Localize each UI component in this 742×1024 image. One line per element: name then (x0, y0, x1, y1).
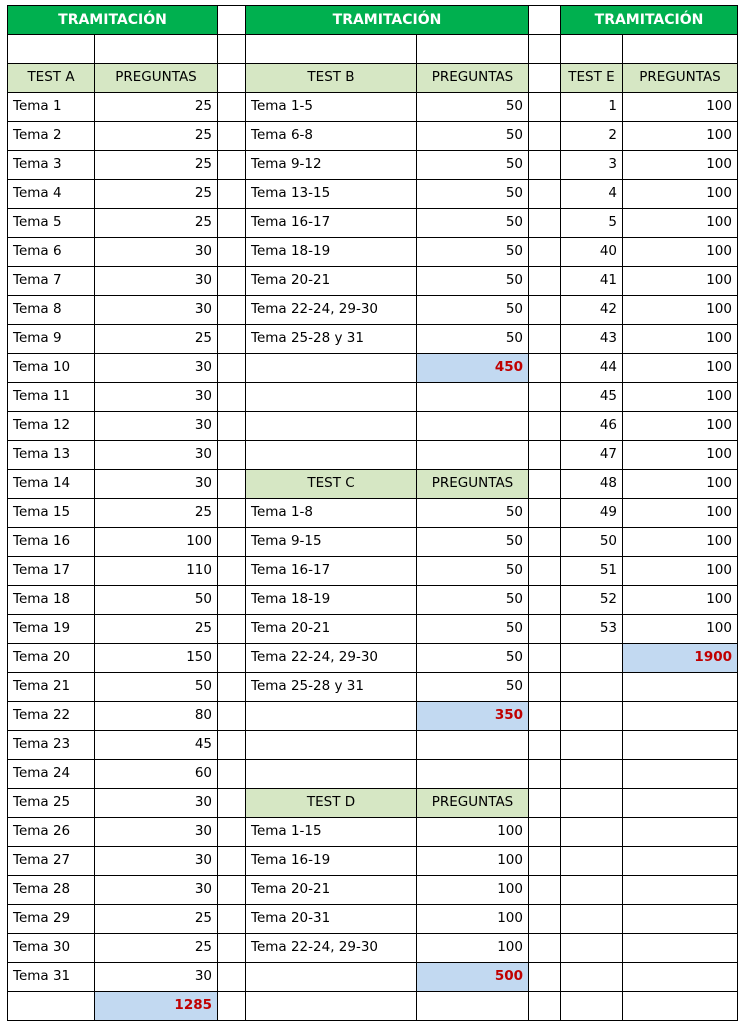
test-e-row-name[interactable]: 51 (560, 556, 623, 586)
empty-cell[interactable] (217, 585, 246, 615)
test-c-total[interactable]: 350 (416, 701, 529, 731)
test-d-row-value[interactable]: 100 (416, 875, 529, 905)
empty-cell[interactable] (528, 556, 561, 586)
empty-cell[interactable] (528, 5, 561, 35)
test-e-header-preguntas[interactable]: PREGUNTAS (622, 63, 738, 93)
test-c-row-value[interactable]: 50 (416, 556, 529, 586)
empty-cell[interactable] (560, 759, 623, 789)
test-b-header-name[interactable]: TEST B (245, 63, 417, 93)
empty-cell[interactable] (217, 208, 246, 238)
test-b-row-name[interactable]: Tema 6-8 (245, 121, 417, 151)
test-a-row-value[interactable]: 100 (94, 527, 218, 557)
test-b-row-value[interactable]: 50 (416, 208, 529, 238)
test-b-row-value[interactable]: 50 (416, 179, 529, 209)
test-a-row-value[interactable]: 110 (94, 556, 218, 586)
empty-cell[interactable] (245, 382, 417, 412)
test-c-row-name[interactable]: Tema 9-15 (245, 527, 417, 557)
test-d-row-name[interactable]: Tema 20-21 (245, 875, 417, 905)
test-a-total[interactable]: 1285 (94, 991, 218, 1021)
test-c-row-value[interactable]: 50 (416, 672, 529, 702)
test-a-row-value[interactable]: 30 (94, 962, 218, 992)
test-b-total[interactable]: 450 (416, 353, 529, 383)
test-e-row-value[interactable]: 100 (622, 498, 738, 528)
empty-cell[interactable] (217, 411, 246, 441)
test-d-row-name[interactable]: Tema 1-15 (245, 817, 417, 847)
test-b-row-value[interactable]: 50 (416, 295, 529, 325)
empty-cell[interactable] (528, 324, 561, 354)
empty-cell[interactable] (622, 701, 738, 731)
test-a-row-value[interactable]: 50 (94, 585, 218, 615)
empty-cell[interactable] (528, 991, 561, 1021)
test-e-row-value[interactable]: 100 (622, 556, 738, 586)
empty-cell[interactable] (528, 266, 561, 296)
test-b-row-name[interactable]: Tema 13-15 (245, 179, 417, 209)
test-b-row-value[interactable]: 50 (416, 266, 529, 296)
test-a-row-name[interactable]: Tema 12 (7, 411, 95, 441)
test-e-row-name[interactable]: 50 (560, 527, 623, 557)
test-e-row-value[interactable]: 100 (622, 353, 738, 383)
empty-cell[interactable] (245, 440, 417, 470)
empty-cell[interactable] (560, 904, 623, 934)
test-a-header-preguntas[interactable]: PREGUNTAS (94, 63, 218, 93)
empty-cell[interactable] (245, 701, 417, 731)
test-a-row-value[interactable]: 25 (94, 208, 218, 238)
test-a-row-name[interactable]: Tema 15 (7, 498, 95, 528)
empty-cell[interactable] (245, 759, 417, 789)
empty-cell[interactable] (622, 846, 738, 876)
test-a-row-name[interactable]: Tema 29 (7, 904, 95, 934)
test-a-row-value[interactable]: 25 (94, 904, 218, 934)
empty-cell[interactable] (560, 643, 623, 673)
empty-cell[interactable] (528, 904, 561, 934)
empty-cell[interactable] (528, 179, 561, 209)
empty-cell[interactable] (528, 933, 561, 963)
test-a-row-name[interactable]: Tema 6 (7, 237, 95, 267)
test-e-row-name[interactable]: 1 (560, 92, 623, 122)
empty-cell[interactable] (622, 875, 738, 905)
empty-cell[interactable] (622, 730, 738, 760)
test-e-row-value[interactable]: 100 (622, 150, 738, 180)
empty-cell[interactable] (217, 672, 246, 702)
test-a-row-name[interactable]: Tema 31 (7, 962, 95, 992)
test-e-row-name[interactable]: 52 (560, 585, 623, 615)
test-a-row-name[interactable]: Tema 11 (7, 382, 95, 412)
empty-cell[interactable] (528, 962, 561, 992)
empty-cell[interactable] (528, 440, 561, 470)
empty-cell[interactable] (245, 353, 417, 383)
test-c-header-preguntas[interactable]: PREGUNTAS (416, 469, 529, 499)
empty-cell[interactable] (245, 962, 417, 992)
empty-cell[interactable] (416, 730, 529, 760)
test-e-row-name[interactable]: 48 (560, 469, 623, 499)
test-b-row-value[interactable]: 50 (416, 92, 529, 122)
test-e-row-value[interactable]: 100 (622, 469, 738, 499)
test-e-header-name[interactable]: TEST E (560, 63, 623, 93)
test-d-header-preguntas[interactable]: PREGUNTAS (416, 788, 529, 818)
test-e-row-name[interactable]: 53 (560, 614, 623, 644)
test-c-row-name[interactable]: Tema 16-17 (245, 556, 417, 586)
test-e-row-value[interactable]: 100 (622, 382, 738, 412)
empty-cell[interactable] (528, 92, 561, 122)
empty-cell[interactable] (560, 34, 623, 64)
empty-cell[interactable] (217, 353, 246, 383)
test-a-row-value[interactable]: 30 (94, 382, 218, 412)
empty-cell[interactable] (528, 759, 561, 789)
test-c-row-name[interactable]: Tema 18-19 (245, 585, 417, 615)
test-e-row-name[interactable]: 40 (560, 237, 623, 267)
test-c-row-name[interactable]: Tema 25-28 y 31 (245, 672, 417, 702)
test-a-row-value[interactable]: 60 (94, 759, 218, 789)
empty-cell[interactable] (560, 875, 623, 905)
test-a-row-value[interactable]: 30 (94, 788, 218, 818)
test-e-row-name[interactable]: 47 (560, 440, 623, 470)
empty-cell[interactable] (217, 92, 246, 122)
empty-cell[interactable] (217, 5, 246, 35)
test-a-row-value[interactable]: 30 (94, 440, 218, 470)
test-a-row-name[interactable]: Tema 25 (7, 788, 95, 818)
empty-cell[interactable] (217, 382, 246, 412)
test-e-row-name[interactable]: 4 (560, 179, 623, 209)
test-e-row-value[interactable]: 100 (622, 237, 738, 267)
test-e-row-name[interactable]: 3 (560, 150, 623, 180)
empty-cell[interactable] (528, 237, 561, 267)
test-a-row-value[interactable]: 30 (94, 469, 218, 499)
empty-cell[interactable] (217, 266, 246, 296)
empty-cell[interactable] (528, 730, 561, 760)
test-c-row-name[interactable]: Tema 22-24, 29-30 (245, 643, 417, 673)
empty-cell[interactable] (622, 933, 738, 963)
empty-cell[interactable] (217, 237, 246, 267)
test-b-header-preguntas[interactable]: PREGUNTAS (416, 63, 529, 93)
empty-cell[interactable] (560, 933, 623, 963)
test-a-row-name[interactable]: Tema 16 (7, 527, 95, 557)
test-b-row-name[interactable]: Tema 16-17 (245, 208, 417, 238)
empty-cell[interactable] (416, 991, 529, 1021)
empty-cell[interactable] (528, 208, 561, 238)
test-d-row-value[interactable]: 100 (416, 846, 529, 876)
empty-cell[interactable] (416, 382, 529, 412)
empty-cell[interactable] (416, 759, 529, 789)
test-a-row-value[interactable]: 45 (94, 730, 218, 760)
empty-cell[interactable] (528, 672, 561, 702)
empty-cell[interactable] (245, 34, 417, 64)
empty-cell[interactable] (528, 34, 561, 64)
empty-cell[interactable] (217, 469, 246, 499)
test-b-row-value[interactable]: 50 (416, 150, 529, 180)
empty-cell[interactable] (245, 991, 417, 1021)
test-a-row-name[interactable]: Tema 24 (7, 759, 95, 789)
empty-cell[interactable] (560, 991, 623, 1021)
test-d-row-value[interactable]: 100 (416, 817, 529, 847)
empty-cell[interactable] (217, 295, 246, 325)
test-a-row-value[interactable]: 25 (94, 121, 218, 151)
test-e-row-name[interactable]: 44 (560, 353, 623, 383)
test-a-row-value[interactable]: 30 (94, 266, 218, 296)
test-b-row-value[interactable]: 50 (416, 324, 529, 354)
empty-cell[interactable] (217, 904, 246, 934)
test-e-row-value[interactable]: 100 (622, 266, 738, 296)
test-e-row-name[interactable]: 46 (560, 411, 623, 441)
test-c-row-value[interactable]: 50 (416, 585, 529, 615)
empty-cell[interactable] (622, 962, 738, 992)
empty-cell[interactable] (528, 150, 561, 180)
empty-cell[interactable] (94, 34, 218, 64)
empty-cell[interactable] (217, 933, 246, 963)
test-a-row-name[interactable]: Tema 5 (7, 208, 95, 238)
test-e-row-value[interactable]: 100 (622, 324, 738, 354)
test-b-row-name[interactable]: Tema 9-12 (245, 150, 417, 180)
empty-cell[interactable] (622, 991, 738, 1021)
empty-cell[interactable] (217, 63, 246, 93)
empty-cell[interactable] (528, 817, 561, 847)
test-a-row-name[interactable]: Tema 20 (7, 643, 95, 673)
empty-cell[interactable] (217, 962, 246, 992)
test-c-row-value[interactable]: 50 (416, 643, 529, 673)
test-d-row-name[interactable]: Tema 16-19 (245, 846, 417, 876)
empty-cell[interactable] (528, 643, 561, 673)
section-title-test-e[interactable]: TRAMITACIÓN (560, 5, 738, 35)
test-e-row-name[interactable]: 41 (560, 266, 623, 296)
empty-cell[interactable] (217, 440, 246, 470)
test-a-row-name[interactable]: Tema 27 (7, 846, 95, 876)
empty-cell[interactable] (7, 34, 95, 64)
empty-cell[interactable] (622, 904, 738, 934)
empty-cell[interactable] (560, 672, 623, 702)
test-d-header-name[interactable]: TEST D (245, 788, 417, 818)
test-e-row-name[interactable]: 2 (560, 121, 623, 151)
test-a-row-name[interactable]: Tema 1 (7, 92, 95, 122)
test-a-row-name[interactable]: Tema 19 (7, 614, 95, 644)
test-a-row-value[interactable]: 30 (94, 411, 218, 441)
test-e-row-value[interactable]: 100 (622, 208, 738, 238)
empty-cell[interactable] (416, 411, 529, 441)
test-a-header-name[interactable]: TEST A (7, 63, 95, 93)
test-b-row-value[interactable]: 50 (416, 121, 529, 151)
empty-cell[interactable] (416, 440, 529, 470)
test-a-row-value[interactable]: 80 (94, 701, 218, 731)
test-e-row-value[interactable]: 100 (622, 527, 738, 557)
test-b-row-name[interactable]: Tema 20-21 (245, 266, 417, 296)
test-e-row-name[interactable]: 43 (560, 324, 623, 354)
empty-cell[interactable] (560, 788, 623, 818)
empty-cell[interactable] (217, 34, 246, 64)
test-e-row-value[interactable]: 100 (622, 295, 738, 325)
empty-cell[interactable] (528, 469, 561, 499)
test-e-row-value[interactable]: 100 (622, 411, 738, 441)
empty-cell[interactable] (560, 730, 623, 760)
test-a-row-value[interactable]: 50 (94, 672, 218, 702)
empty-cell[interactable] (528, 382, 561, 412)
test-a-row-name[interactable]: Tema 2 (7, 121, 95, 151)
empty-cell[interactable] (528, 121, 561, 151)
empty-cell[interactable] (622, 788, 738, 818)
test-a-row-value[interactable]: 25 (94, 179, 218, 209)
test-c-row-name[interactable]: Tema 1-8 (245, 498, 417, 528)
empty-cell[interactable] (217, 730, 246, 760)
empty-cell[interactable] (217, 846, 246, 876)
test-d-row-value[interactable]: 100 (416, 904, 529, 934)
empty-cell[interactable] (622, 759, 738, 789)
test-d-row-name[interactable]: Tema 22-24, 29-30 (245, 933, 417, 963)
empty-cell[interactable] (528, 614, 561, 644)
empty-cell[interactable] (217, 875, 246, 905)
empty-cell[interactable] (217, 643, 246, 673)
empty-cell[interactable] (560, 701, 623, 731)
test-a-row-value[interactable]: 30 (94, 846, 218, 876)
test-a-row-name[interactable]: Tema 23 (7, 730, 95, 760)
empty-cell[interactable] (528, 788, 561, 818)
test-e-row-value[interactable]: 100 (622, 121, 738, 151)
test-a-row-value[interactable]: 150 (94, 643, 218, 673)
empty-cell[interactable] (622, 672, 738, 702)
empty-cell[interactable] (217, 817, 246, 847)
test-d-total[interactable]: 500 (416, 962, 529, 992)
test-b-row-name[interactable]: Tema 1-5 (245, 92, 417, 122)
test-e-row-value[interactable]: 100 (622, 585, 738, 615)
test-b-row-name[interactable]: Tema 22-24, 29-30 (245, 295, 417, 325)
empty-cell[interactable] (217, 614, 246, 644)
empty-cell[interactable] (528, 585, 561, 615)
test-a-row-value[interactable]: 30 (94, 237, 218, 267)
test-e-total[interactable]: 1900 (622, 643, 738, 673)
empty-cell[interactable] (217, 498, 246, 528)
test-e-row-name[interactable]: 5 (560, 208, 623, 238)
test-a-row-value[interactable]: 30 (94, 295, 218, 325)
test-a-row-value[interactable]: 25 (94, 933, 218, 963)
test-e-row-name[interactable]: 45 (560, 382, 623, 412)
test-a-row-name[interactable]: Tema 26 (7, 817, 95, 847)
test-a-row-name[interactable]: Tema 30 (7, 933, 95, 963)
empty-cell[interactable] (528, 295, 561, 325)
test-a-row-value[interactable]: 25 (94, 92, 218, 122)
test-a-row-value[interactable]: 30 (94, 353, 218, 383)
empty-cell[interactable] (217, 556, 246, 586)
test-a-row-value[interactable]: 25 (94, 150, 218, 180)
test-b-row-name[interactable]: Tema 25-28 y 31 (245, 324, 417, 354)
test-e-row-name[interactable]: 49 (560, 498, 623, 528)
empty-cell[interactable] (217, 788, 246, 818)
test-a-row-value[interactable]: 25 (94, 498, 218, 528)
empty-cell[interactable] (217, 121, 246, 151)
test-a-row-name[interactable]: Tema 8 (7, 295, 95, 325)
empty-cell[interactable] (528, 701, 561, 731)
test-e-row-name[interactable]: 42 (560, 295, 623, 325)
test-d-row-name[interactable]: Tema 20-31 (245, 904, 417, 934)
empty-cell[interactable] (217, 701, 246, 731)
empty-cell[interactable] (528, 875, 561, 905)
empty-cell[interactable] (217, 324, 246, 354)
test-c-row-value[interactable]: 50 (416, 527, 529, 557)
test-a-row-name[interactable]: Tema 4 (7, 179, 95, 209)
test-a-row-name[interactable]: Tema 17 (7, 556, 95, 586)
empty-cell[interactable] (245, 730, 417, 760)
test-e-row-value[interactable]: 100 (622, 614, 738, 644)
empty-cell[interactable] (528, 527, 561, 557)
test-c-row-value[interactable]: 50 (416, 498, 529, 528)
empty-cell[interactable] (528, 498, 561, 528)
test-a-row-name[interactable]: Tema 9 (7, 324, 95, 354)
test-a-row-name[interactable]: Tema 7 (7, 266, 95, 296)
test-a-row-name[interactable]: Tema 3 (7, 150, 95, 180)
empty-cell[interactable] (217, 991, 246, 1021)
test-a-row-value[interactable]: 30 (94, 875, 218, 905)
test-a-row-name[interactable]: Tema 22 (7, 701, 95, 731)
empty-cell[interactable] (217, 150, 246, 180)
test-c-row-value[interactable]: 50 (416, 614, 529, 644)
empty-cell[interactable] (7, 991, 95, 1021)
empty-cell[interactable] (622, 817, 738, 847)
test-a-row-name[interactable]: Tema 10 (7, 353, 95, 383)
empty-cell[interactable] (217, 179, 246, 209)
test-a-row-name[interactable]: Tema 18 (7, 585, 95, 615)
test-a-row-value[interactable]: 25 (94, 614, 218, 644)
empty-cell[interactable] (528, 411, 561, 441)
empty-cell[interactable] (622, 34, 738, 64)
test-a-row-name[interactable]: Tema 21 (7, 672, 95, 702)
test-a-row-name[interactable]: Tema 28 (7, 875, 95, 905)
test-b-row-name[interactable]: Tema 18-19 (245, 237, 417, 267)
empty-cell[interactable] (560, 817, 623, 847)
empty-cell[interactable] (528, 63, 561, 93)
empty-cell[interactable] (560, 846, 623, 876)
test-c-header-name[interactable]: TEST C (245, 469, 417, 499)
test-a-row-name[interactable]: Tema 14 (7, 469, 95, 499)
empty-cell[interactable] (217, 759, 246, 789)
test-e-row-value[interactable]: 100 (622, 440, 738, 470)
section-title-test-a[interactable]: TRAMITACIÓN (7, 5, 218, 35)
empty-cell[interactable] (528, 353, 561, 383)
section-title-test-b[interactable]: TRAMITACIÓN (245, 5, 529, 35)
empty-cell[interactable] (245, 411, 417, 441)
test-c-row-name[interactable]: Tema 20-21 (245, 614, 417, 644)
empty-cell[interactable] (528, 846, 561, 876)
test-d-row-value[interactable]: 100 (416, 933, 529, 963)
test-a-row-value[interactable]: 25 (94, 324, 218, 354)
empty-cell[interactable] (416, 34, 529, 64)
empty-cell[interactable] (560, 962, 623, 992)
test-a-row-value[interactable]: 30 (94, 817, 218, 847)
test-a-row-name[interactable]: Tema 13 (7, 440, 95, 470)
test-b-row-value[interactable]: 50 (416, 237, 529, 267)
test-e-row-value[interactable]: 100 (622, 179, 738, 209)
empty-cell[interactable] (217, 527, 246, 557)
test-e-row-value[interactable]: 100 (622, 92, 738, 122)
